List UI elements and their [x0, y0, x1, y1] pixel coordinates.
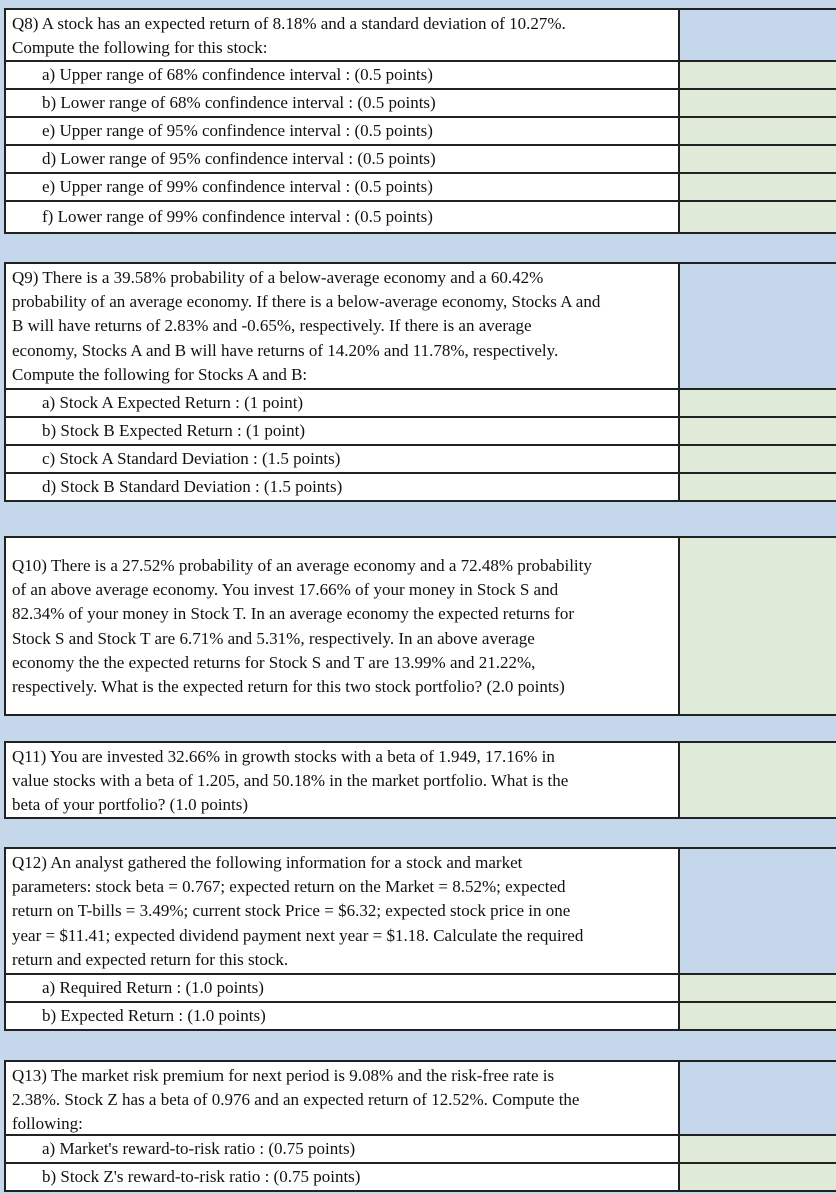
q9-part-b: b) Stock B Expected Return : (1 point) — [4, 418, 680, 446]
q12-part-b: b) Expected Return : (1.0 points) — [4, 1003, 680, 1031]
q13-line-1: Q13) The market risk premium for next period is 9.08% and the risk-free rate is — [12, 1066, 555, 1085]
q8-prompt — [4, 8, 680, 62]
q9-line-2: probability of an average economy. If there is a below-average economy, Stocks A and — [12, 292, 601, 312]
q12-answer-b[interactable] — [680, 1003, 836, 1031]
q10-line-4: Stock S and Stock T are 6.71% and 5.31%, respectively. In an above average — [12, 628, 535, 648]
q13-answer-a[interactable] — [680, 1136, 836, 1164]
q8-part-e: e) Upper range of 99% confindence interval : (0.5 points) — [4, 174, 680, 202]
q10-line-5: economy the the expected returns for Stock S and T are 13.99% and 21.22%, — [12, 652, 536, 672]
q10-prompt — [4, 536, 680, 716]
q9-line-1: Q9) There is a 39.58% probability of a below-average economy and a 60.42% — [12, 268, 544, 287]
q9-answer-header — [680, 262, 836, 390]
q10-answer[interactable] — [680, 536, 836, 716]
q11-line-3: beta of your portfolio? (1.0 points) — [12, 795, 249, 815]
q9-line-4: economy, Stocks A and B will have returns of 14.20% and 11.78%, respectively. — [12, 340, 559, 360]
q11-line-2: value stocks with a beta of 1.205, and 50.18% in the market portfolio. What is the — [12, 771, 569, 791]
q10-line-2: of an above average economy. You invest 17.66% of your money in Stock S and — [12, 580, 559, 600]
q12-line-1: Q12) An analyst gathered the following information for a stock and market — [12, 853, 523, 872]
q9-line-5: Compute the following for Stocks A and B: — [12, 364, 308, 384]
q8-part-f: f) Lower range of 99% confindence interval : (0.5 points) — [4, 202, 680, 234]
q8-line-2: Compute the following for this stock: — [12, 38, 268, 58]
q9-answer-b[interactable] — [680, 418, 836, 446]
q8-part-a: a) Upper range of 68% confindence interval : (0.5 points) — [4, 62, 680, 90]
q10-line-6: respectively. What is the expected return for this two stock portfolio? (2.0 points) — [12, 677, 565, 697]
q11-prompt — [4, 741, 680, 819]
q13-prompt — [4, 1060, 680, 1136]
q12-line-5: return and expected return for this stock. — [12, 949, 289, 969]
q12-answer-header — [680, 847, 836, 975]
q9-part-a: a) Stock A Expected Return : (1 point) — [4, 390, 680, 418]
q8-answer-a[interactable] — [680, 62, 836, 90]
q12-answer-a[interactable] — [680, 975, 836, 1003]
q9-prompt — [4, 262, 680, 390]
q8-answer-d[interactable] — [680, 146, 836, 174]
q9-answer-a[interactable] — [680, 390, 836, 418]
q8-answer-b[interactable] — [680, 90, 836, 118]
q11-line-1: Q11) You are invested 32.66% in growth stocks with a beta of 1.949, 17.16% in — [12, 747, 555, 766]
q12-prompt — [4, 847, 680, 975]
q10-line-1: Q10) There is a 27.52% probability of an average economy and a 72.48% probability — [12, 556, 592, 575]
q10-line-3: 82.34% of your money in Stock T. In an average economy the expected returns for — [12, 604, 575, 624]
q8-part-d: d) Lower range of 95% confindence interval : (0.5 points) — [4, 146, 680, 174]
q9-line-3: B will have returns of 2.83% and -0.65%, respectively. If there is an average — [12, 316, 532, 336]
q8-answer-c[interactable] — [680, 118, 836, 146]
q9-answer-d[interactable] — [680, 474, 836, 502]
q11-answer[interactable] — [680, 741, 836, 819]
q8-answer-e[interactable] — [680, 174, 836, 202]
q8-line-1: Q8) A stock has an expected return of 8.18% and a standard deviation of 10.27%. — [12, 14, 566, 33]
q13-part-b: b) Stock Z's reward-to-risk ratio : (0.75 points) — [4, 1164, 680, 1192]
q13-line-2: 2.38%. Stock Z has a beta of 0.976 and an expected return of 12.52%. Compute the — [12, 1090, 580, 1110]
q9-part-d: d) Stock B Standard Deviation : (1.5 points) — [4, 474, 680, 502]
q12-part-a: a) Required Return : (1.0 points) — [4, 975, 680, 1003]
q8-answer-f[interactable] — [680, 202, 836, 234]
q12-line-3: return on T-bills = 3.49%; current stock Price = $6.32; expected stock price in one — [12, 901, 571, 921]
q12-line-2: parameters: stock beta = 0.767; expected return on the Market = 8.52%; expected — [12, 877, 566, 897]
q8-part-b: b) Lower range of 68% confindence interval : (0.5 points) — [4, 90, 680, 118]
q8-part-c: e) Upper range of 95% confindence interval : (0.5 points) — [4, 118, 680, 146]
q13-answer-b[interactable] — [680, 1164, 836, 1192]
q9-answer-c[interactable] — [680, 446, 836, 474]
q13-line-3: following: — [12, 1114, 83, 1134]
q12-line-4: year = $11.41; expected dividend payment next year = $1.18. Calculate the required — [12, 925, 584, 945]
q13-answer-header — [680, 1060, 836, 1136]
q13-part-a: a) Market's reward-to-risk ratio : (0.75 points) — [4, 1136, 680, 1164]
q9-part-c: c) Stock A Standard Deviation : (1.5 points) — [4, 446, 680, 474]
q8-answer-header — [680, 8, 836, 62]
